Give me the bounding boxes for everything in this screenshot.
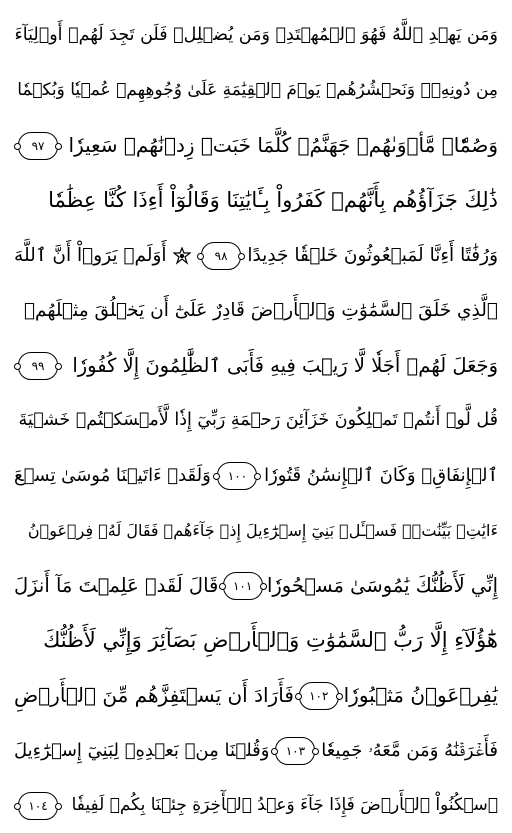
line-text: ءَايَٰتِۭ بَيِّنَٰتٖۖ فَسۡـَٔلۡ بَنِيٓ إِسۡرَٰٓءِيلَ إِذۡ جَآءَهُمۡ فَقَالَ لَهُۥ فِرۡعَوۡنُ: [27, 521, 498, 540]
text-line: [14, 448, 498, 503]
text-line: [14, 283, 498, 338]
verse-number-marker: ٩٨: [201, 242, 241, 270]
text-line: [14, 778, 498, 833]
text-line: [14, 723, 498, 778]
line-text: وَرُفَٰتًا أَءِنَّا لَمَبۡعُوثُونَ خَلۡقٗا جَدِيدًا: [247, 245, 498, 266]
line-text: ٱلۡإِنفَاقِۚ وَكَانَ ٱلۡإِنسَٰنُ قَتُورٗا: [264, 465, 498, 486]
verse-number-marker: ١٠١: [223, 572, 263, 600]
line-text: قَالَ لَقَدۡ عَلِمۡتَ مَآ أَنزَلَ: [14, 574, 219, 597]
line-text: إِنِّي لَأَظُنُّكَ يَٰمُوسَىٰ مَسۡحُورٗا: [266, 574, 498, 597]
line-text: ذَٰلِكَ جَزَآؤُهُم بِأَنَّهُمۡ كَفَرُواْ بِـَٔايَٰتِنَا وَقَالُوٓاْ أَءِذَا كُنَّا عِظَٰمٗا: [48, 188, 498, 212]
text-line: [14, 63, 498, 118]
verse-number-marker: ١٠٣: [275, 737, 315, 765]
verse-number-marker: ١٠٤: [18, 792, 58, 820]
sajdah-icon: [173, 247, 191, 265]
verse-number-marker: ١٠٠: [217, 462, 257, 490]
text-line: [14, 228, 498, 283]
text-line: [14, 8, 498, 63]
text-line: [14, 558, 498, 613]
text-line: [14, 173, 498, 228]
line-text: قُل لَّوۡ أَنتُمۡ تَمۡلِكُونَ خَزَآئِنَ رَحۡمَةِ رَبِّيٓ إِذٗا لَّأَمۡسَكۡتُمۡ خَشۡيَةَ: [18, 410, 498, 430]
verse-number-marker: ٩٧: [18, 132, 58, 160]
line-text: فَأَرَادَ أَن يَسۡتَفِزَّهُم مِّنَ ٱلۡأَرۡضِ: [14, 683, 294, 707]
line-text: مِن دُونِهِۦۖ وَنَحۡشُرُهُمۡ يَوۡمَ ٱلۡقِيَٰمَةِ عَلَىٰ وُجُوهِهِمۡ عُمۡيٗا وَبُكۡمٗا: [17, 80, 498, 100]
text-line: [14, 393, 498, 448]
line-text: هَٰٓؤُلَآءِ إِلَّا رَبُّ ٱلسَّمَٰوَٰتِ وَٱلۡأَرۡضِ بَصَآئِرَ وَإِنِّي لَأَظُنُّكَ: [43, 628, 498, 652]
verse-number-marker: ١٠٢: [299, 682, 339, 710]
line-text: وَقُلۡنَا مِنۢ بَعۡدِهِۦ لِبَنِيٓ إِسۡرَٰٓءِيلَ: [14, 740, 270, 761]
line-text: وَجَعَلَ لَهُمۡ أَجَلٗا لَّا رَيۡبَ فِيهِ فَأَبَى ٱلظَّٰلِمُونَ إِلَّا كُفُورٗا: [72, 354, 498, 377]
text-line: [14, 118, 498, 173]
verse-number-marker: ٩٩: [18, 352, 58, 380]
text-line: [14, 503, 498, 558]
line-text: أَوَلَمۡ يَرَوۡاْ أَنَّ ٱللَّهَ: [14, 245, 167, 266]
text-line: [14, 668, 498, 723]
line-text: وَمَن يَهۡدِ ٱللَّهُ فَهُوَ ٱلۡمُهۡتَدِۖ وَمَن يُضۡلِلۡ فَلَن تَجِدَ لَهُمۡ أَوۡلِيَآءَ: [14, 25, 498, 45]
line-text: وَلَقَدۡ ءَاتَيۡنَا مُوسَىٰ تِسۡعَ: [14, 465, 211, 486]
line-text: ٱلَّذِي خَلَقَ ٱلسَّمَٰوَٰتِ وَٱلۡأَرۡضَ قَادِرٌ عَلَىٰٓ أَن يَخۡلُقَ مِثۡلَهُمۡ: [23, 300, 498, 321]
text-line: [14, 613, 498, 668]
line-text: وَصُمّٗاۖ مَّأۡوَىٰهُمۡ جَهَنَّمُۖ كُلَّمَا خَبَتۡ زِدۡنَٰهُمۡ سَعِيرٗا: [68, 133, 498, 157]
line-text: فَأَغۡرَقۡنَٰهُ وَمَن مَّعَهُۥ جَمِيعٗا: [321, 740, 498, 761]
line-text: ٱسۡكُنُواْ ٱلۡأَرۡضَ فَإِذَا جَآءَ وَعۡدُ ٱلۡأٓخِرَةِ جِئۡنَا بِكُمۡ لَفِيفٗا: [71, 795, 498, 815]
line-text: يَٰفِرۡعَوۡنُ مَثۡبُورٗا: [343, 683, 498, 707]
text-line: [14, 338, 498, 393]
